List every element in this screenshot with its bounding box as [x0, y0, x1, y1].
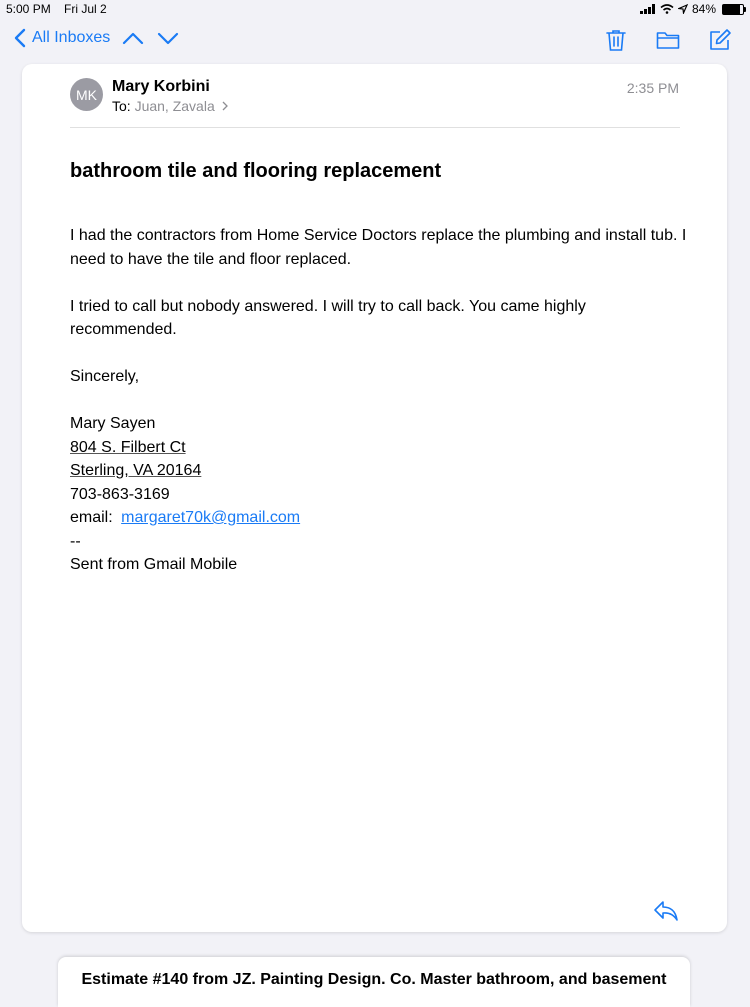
address-city[interactable]: Sterling, VA 20164: [70, 462, 202, 479]
next-message-subject: Estimate #140 from JZ. Painting Design. Co. Master bathroom, and basement: [81, 971, 667, 988]
email-link[interactable]: margaret70k@gmail.com: [121, 509, 301, 526]
recipients-row[interactable]: [112, 98, 229, 114]
message-time: 2:35 PM: [626, 80, 679, 96]
move-folder-button[interactable]: [656, 28, 680, 52]
sender-name[interactable]: Mary Korbini: [112, 78, 210, 95]
back-label: All Inboxes: [32, 29, 111, 46]
header-divider: [70, 127, 680, 128]
to-label: To:: [112, 98, 131, 114]
chevron-down-icon[interactable]: [157, 28, 179, 48]
compose-button[interactable]: [708, 28, 732, 52]
chevron-left-icon: [14, 28, 26, 48]
reply-icon[interactable]: [653, 900, 679, 922]
phone-number[interactable]: 703-863-3169: [70, 485, 170, 503]
body-paragraph: I tried to call but nobody answered. I will try to call back. You came highly recommended.: [70, 297, 586, 338]
chevron-right-icon: [221, 101, 229, 111]
message-subject: bathroom tile and flooring replacement: [70, 160, 442, 182]
body-paragraph: I had the contractors from Home Service Doctors replace the plumbing and install tub. I need to have the tile and floor replaced.: [70, 227, 687, 268]
location-icon: [678, 4, 688, 14]
back-button[interactable]: [14, 28, 110, 48]
folder-icon: [656, 28, 680, 52]
sent-from: Sent from Gmail Mobile: [70, 556, 238, 573]
signature-separator: --: [70, 532, 81, 550]
trash-button[interactable]: [604, 28, 628, 52]
recipient-names: Juan, Zavala: [134, 98, 215, 114]
wifi-icon: [660, 4, 674, 14]
address-street[interactable]: 804 S. Filbert Ct: [70, 438, 186, 456]
avatar[interactable]: MK: [70, 78, 103, 111]
message-card: [22, 64, 727, 932]
chevron-up-icon[interactable]: [122, 28, 144, 48]
message-body: [70, 224, 690, 577]
status-date: Fri Jul 2: [64, 2, 107, 16]
battery-icon: [722, 4, 744, 15]
signature-name: Mary Sayen: [70, 415, 156, 432]
status-time: 5:00 PM: [6, 2, 51, 16]
signal-icon: [640, 4, 656, 14]
email-label: email:: [70, 509, 113, 526]
battery-fill: [723, 5, 740, 14]
compose-icon: [708, 28, 732, 52]
closing: Sincerely,: [70, 368, 140, 385]
status-bar: [0, 0, 750, 20]
trash-icon: [604, 28, 628, 52]
nav-bar: [0, 22, 750, 62]
battery-percent: 84%: [691, 2, 716, 16]
